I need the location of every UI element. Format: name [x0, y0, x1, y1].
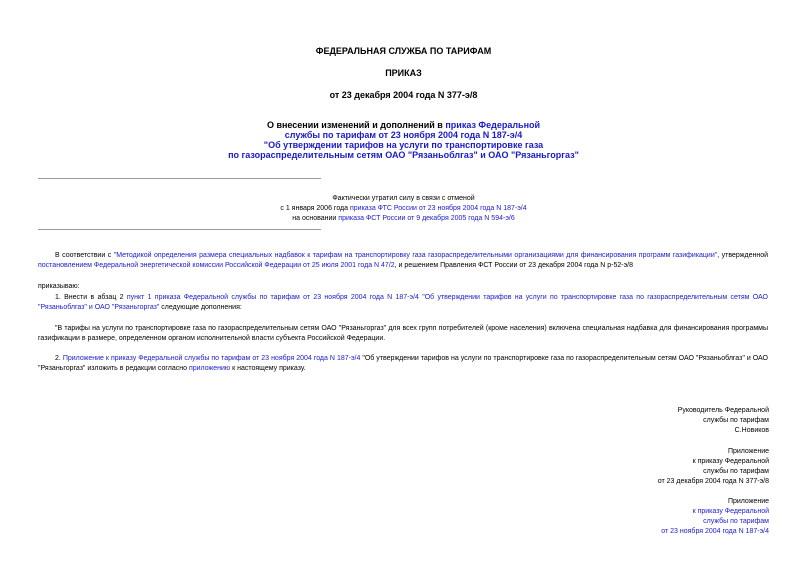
preamble-paragraph: [38, 251, 768, 271]
status-note-cancel-order-link[interactable]: приказа ФТС России от 23 ноября 2004 года N 187-э/4: [349, 205, 527, 212]
divider-bottom: [38, 229, 321, 230]
agency-heading: ФЕДЕРАЛЬНАЯ СЛУЖБА ПО ТАРИФАМ: [315, 46, 492, 56]
status-note-line3-text: на основании: [292, 215, 337, 222]
appendix-block-1: [658, 447, 769, 487]
appendix-1-line4: от 23 декабря 2004 года N 377-э/8: [657, 478, 769, 485]
signature-block: [678, 406, 769, 436]
preamble-text-2: , утвержденной: [717, 252, 768, 259]
doc-type-heading: ПРИКАЗ: [385, 68, 422, 78]
title-line4[interactable]: по газораспределительным сетям ОАО "Рязаньоблгаз" и ОАО "Рязаньгоргаз": [228, 150, 579, 160]
item-2-paragraph: [38, 354, 768, 374]
appendix-1-line3: службы по тарифам: [703, 468, 769, 475]
signature-line2: службы по тарифам: [703, 417, 769, 424]
signature-name: С.Новиков: [734, 427, 769, 434]
item-1-text-1: 1. Внести в абзац 2: [55, 294, 124, 301]
divider-top: [38, 178, 321, 179]
status-note-line2-text: с 1 января 2006 года: [280, 205, 349, 212]
appendix-2-line2[interactable]: к приказу Федеральной: [692, 508, 769, 515]
date-number-heading: от 23 декабря 2004 года N 377-э/8: [329, 90, 478, 100]
appendix-block-2: [661, 497, 769, 537]
title-line1: О внесении изменений и дополнений в: [266, 120, 443, 130]
preamble-text-1: В соответствии с: [55, 252, 112, 259]
quote-paragraph: "В тарифы на услуги по транспортировке газа по газораспределительным сетям ОАО "Рязаньгоргаз" для всех групп потребителей (кроме населения) включена специальная надбавка для финансирования программы газификации в размере, определенном органом исполнительной власти субъекта Российской Федерации.: [38, 325, 768, 342]
appendix-2-line4[interactable]: от 23 ноября 2004 года N 187-э/4: [661, 528, 769, 535]
appendix-2-line3[interactable]: службы по тарифам: [703, 518, 769, 525]
document-title: [0, 120, 807, 160]
item-1-text-2: следующие дополнения:: [161, 304, 242, 311]
item-2-text-1: 2.: [55, 355, 61, 362]
signature-line1: Руководитель Федеральной: [677, 407, 769, 414]
item-1-paragraph: [38, 293, 768, 313]
preamble-text-3: , и решением Правления ФСТ России от 23 декабря 2004 года N р-52-э/8: [394, 262, 633, 269]
fek-resolution-link[interactable]: постановлением Федеральной энергетической комиссии Российской Федерации от 25 июля 2001 года N 47/2: [38, 262, 395, 269]
methodology-link[interactable]: "Методикой определения размера специальных надбавок к тарифам на транспортировку газа газораспределительными организациями для финансирования программ газификации": [113, 252, 718, 259]
status-note: [0, 194, 807, 224]
appendix-2-line1: Приложение: [727, 498, 769, 505]
title-line3[interactable]: "Об утверждении тарифов на услуги по транспортировке газа: [263, 140, 544, 150]
title-line2[interactable]: службы по тарифам от 23 ноября 2004 года N 187-э/4: [284, 130, 523, 140]
item-2-annex-link[interactable]: приложению: [188, 365, 231, 372]
title-amended-order-link[interactable]: приказ Федеральной: [445, 120, 541, 130]
order-word: приказываю:: [38, 283, 80, 290]
status-note-line1: Фактически утратил силу в связи с отменой: [332, 195, 475, 202]
item-1-point-link[interactable]: пункт 1 приказа Федеральной службы по тарифам от 23 ноября 2004 года N 187-э/4: [126, 294, 419, 301]
appendix-1-line1: Приложение: [727, 448, 769, 455]
item-2-text-3: к настоящему приказу.: [232, 365, 306, 372]
item-1-order-title-link[interactable]: "Об утверждении тарифов на услуги по транспортировке газа по газораспределительным сетям ОАО "Рязаньоблгаз" и ОАО "Рязаньгоргаз": [38, 294, 768, 311]
appendix-1-line2: к приказу Федеральной: [692, 458, 769, 465]
item-2-text-2: "Об утверждении тарифов на услуги по транспортировке газа по газораспределительным сетям ОАО "Рязаньоблгаз" и ОАО "Рязаньгоргаз" изложить в редакции согласно: [38, 355, 768, 372]
status-note-basis-order-link[interactable]: приказа ФСТ России от 9 декабря 2005 года N 594-э/6: [338, 215, 515, 222]
item-2-appendix-link[interactable]: Приложение к приказу Федеральной службы по тарифам от 23 ноября 2004 года N 187-э/4: [62, 355, 361, 362]
